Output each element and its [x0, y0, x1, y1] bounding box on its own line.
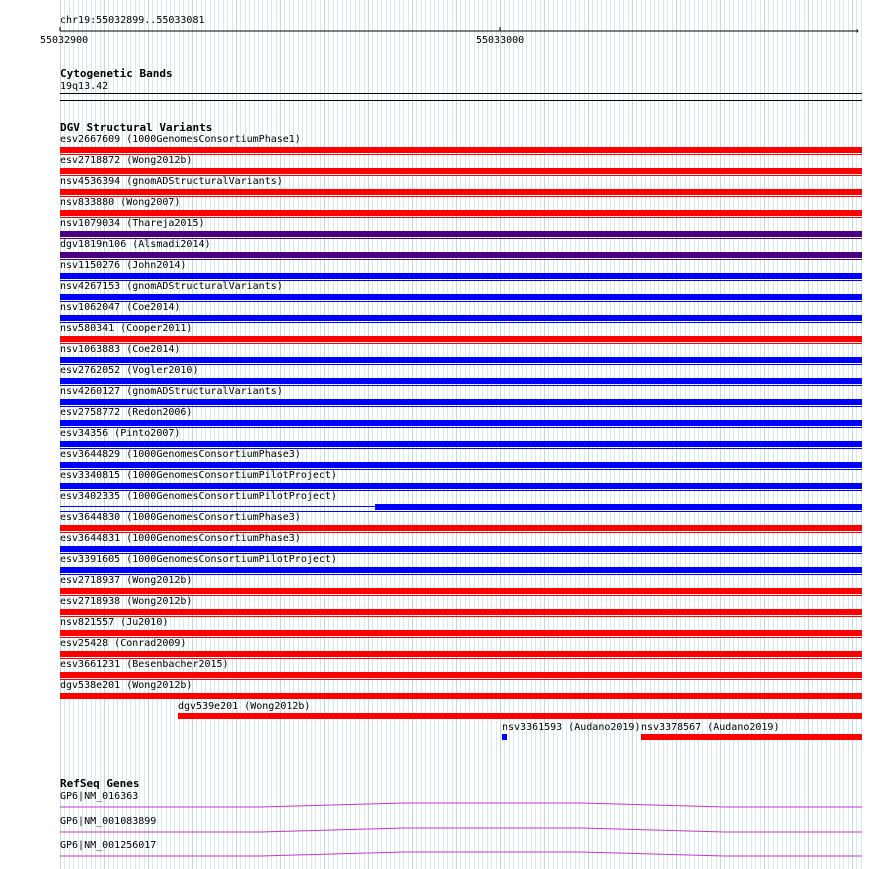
variant-label: nsv3361593 (Audano2019) [502, 722, 641, 733]
variant-bar [60, 420, 862, 426]
variant-connector [60, 506, 375, 507]
variant-bar [60, 462, 862, 468]
variant-bar [60, 210, 862, 216]
variant-bar [60, 567, 862, 573]
variant-bar [60, 630, 862, 636]
cytoband-track-title: Cytogenetic Bands [60, 67, 173, 80]
variant-label: esv3391605 (1000GenomesConsortiumPilotProject) [60, 554, 337, 565]
variant-label: esv2718938 (Wong2012b) [60, 596, 193, 607]
variant-bar [60, 525, 862, 531]
variant-label: nsv1062047 (Coe2014) [60, 302, 181, 313]
variant-label: esv3644830 (1000GenomesConsortiumPhase3) [60, 512, 301, 523]
variant-label: esv2718872 (Wong2012b) [60, 155, 193, 166]
row-separator [60, 616, 862, 617]
variant-label: dgv538e201 (Wong2012b) [60, 680, 193, 691]
variant-label: esv3340815 (1000GenomesConsortiumPilotProject) [60, 470, 337, 481]
gene-model-line [0, 824, 890, 836]
variant-bar [178, 713, 862, 719]
variant-label: dgv1819n106 (Alsmadi2014) [60, 239, 211, 250]
variant-bar [60, 651, 862, 657]
variant-label: esv34356 (Pinto2007) [60, 428, 181, 439]
variant-bar [60, 315, 862, 321]
dgv-track-title: DGV Structural Variants [60, 121, 213, 134]
variant-bar [60, 168, 862, 174]
ruler-mid-label: 55033000 [476, 35, 525, 46]
variant-bar [60, 441, 862, 447]
variant-label: nsv1063883 (Coe2014) [60, 344, 181, 355]
gene-model-line [0, 799, 890, 811]
variant-bar [60, 231, 862, 237]
ruler-start-label: 55032900 [40, 35, 89, 46]
variant-bar [60, 588, 862, 594]
gene-label: GP6|NM_016363 [60, 791, 139, 802]
variant-label: nsv833880 (Wong2007) [60, 197, 181, 208]
ruler-end-arrow-icon: → [852, 24, 859, 37]
ruler-location: chr19:55032899..55033081 [60, 15, 205, 26]
variant-bar [60, 273, 862, 279]
variant-bar [60, 609, 862, 615]
refseq-track-title: RefSeq Genes [60, 777, 140, 790]
variant-bar [60, 294, 862, 300]
variant-label: esv3661231 (Besenbacher2015) [60, 659, 229, 670]
cytoband-label: 19q13.42 [60, 81, 109, 92]
variant-bar [60, 252, 862, 258]
variant-label: nsv1150276 (John2014) [60, 260, 187, 271]
gene-label: GP6|NM_001083899 [60, 815, 157, 827]
variant-label: esv2762052 (Vogler2010) [60, 365, 199, 376]
variant-label: esv2718937 (Wong2012b) [60, 575, 193, 586]
variant-bar [60, 357, 862, 363]
variant-label: nsv1079034 (Thareja2015) [60, 218, 205, 229]
variant-bar [375, 504, 862, 510]
gene-model-line [0, 848, 890, 860]
variant-label: nsv4267153 (gnomADStructuralVariants) [60, 281, 283, 292]
variant-label: esv3644829 (1000GenomesConsortiumPhase3) [60, 449, 301, 460]
variant-bar [60, 483, 862, 489]
variant-bar [60, 546, 862, 552]
variant-label: nsv4260127 (gnomADStructuralVariants) [60, 386, 283, 397]
variant-bar [60, 693, 862, 699]
variant-label: esv2667609 (1000GenomesConsortiumPhase1) [60, 134, 301, 145]
variant-bar [60, 336, 862, 342]
variant-label: esv3402335 (1000GenomesConsortiumPilotProject) [60, 491, 337, 502]
variant-bar [60, 378, 862, 384]
variant-label: nsv580341 (Cooper2011) [60, 323, 193, 334]
variant-bar [60, 399, 862, 405]
variant-bar [641, 734, 862, 740]
ruler-axis [0, 0, 890, 50]
track-separator [60, 100, 862, 101]
variant-label: esv2758772 (Redon2006) [60, 407, 193, 418]
variant-bar [60, 672, 862, 678]
cytoband-line [60, 93, 862, 94]
gene-label: GP6|NM_001256017 [60, 840, 157, 851]
variant-bar [60, 147, 862, 153]
variant-label: nsv4536394 (gnomADStructuralVariants) [60, 176, 283, 187]
variant-label: nsv821557 (Ju2010) [60, 617, 169, 628]
variant-label: esv3644831 (1000GenomesConsortiumPhase3) [60, 533, 301, 544]
variant-bar [502, 734, 507, 740]
variant-bar [60, 189, 862, 195]
variant-label: esv25428 (Conrad2009) [60, 638, 187, 649]
variant-label: dgv539e201 (Wong2012b) [178, 701, 311, 712]
variant-label: nsv3378567 (Audano2019) [641, 722, 780, 733]
